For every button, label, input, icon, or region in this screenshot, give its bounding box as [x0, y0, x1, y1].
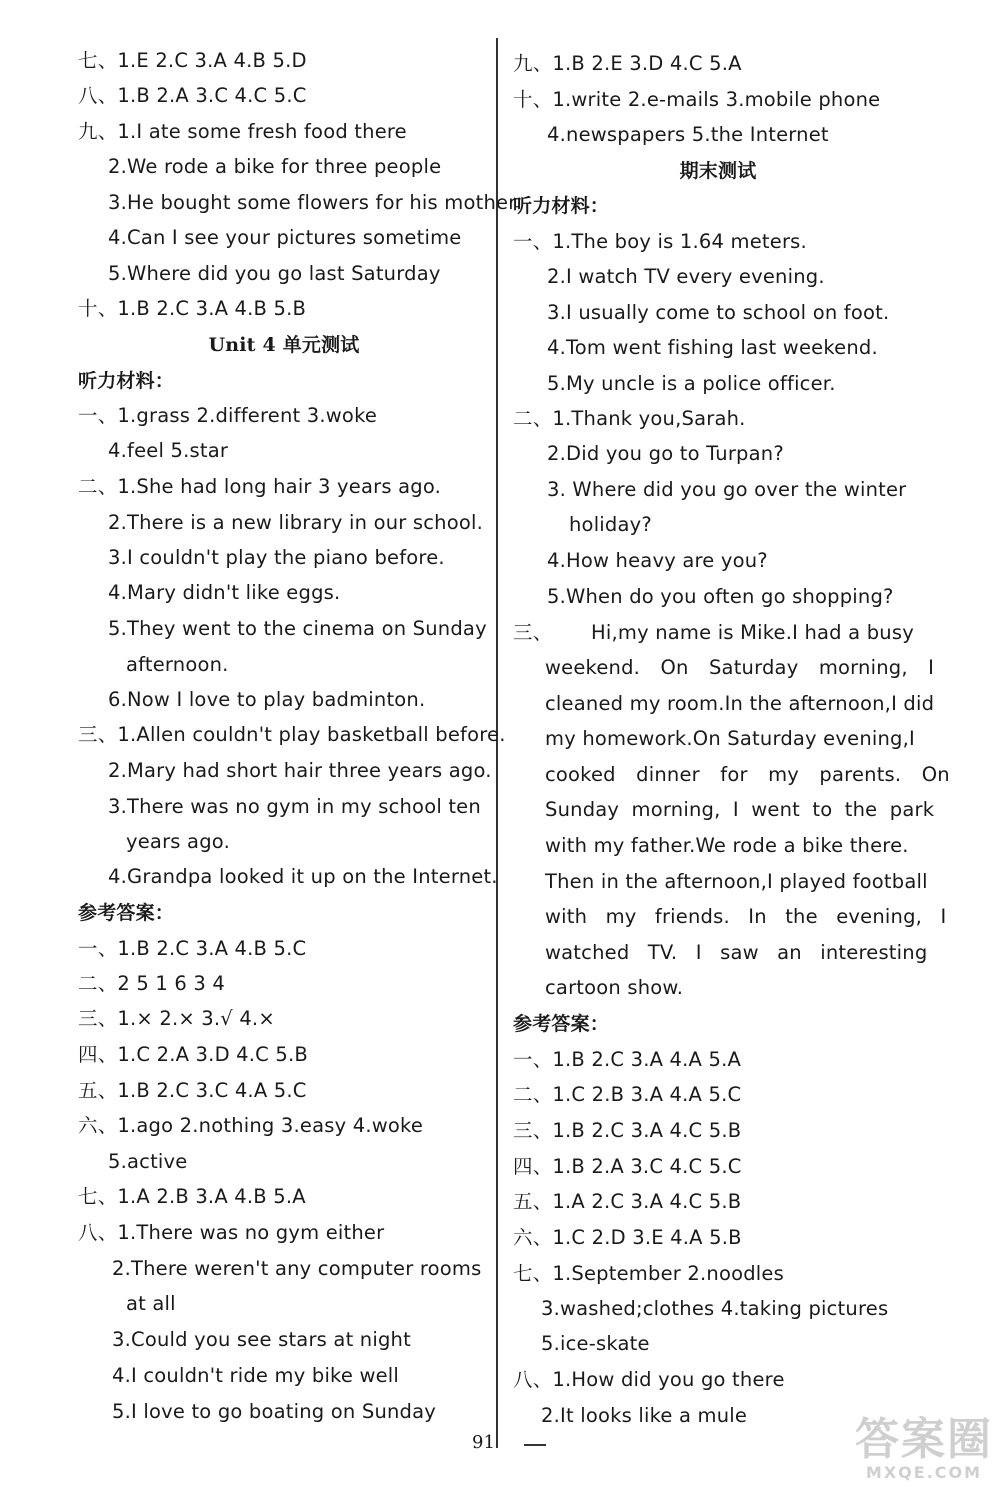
answer-line: 3.I usually come to school on foot.	[547, 301, 890, 324]
answer-line: 三、1.× 2.× 3.√ 4.×	[78, 1007, 275, 1030]
answer-line: 一、1.B 2.C 3.A 4.B 5.C	[78, 937, 307, 960]
passage-line: with my friends. In the evening, I	[545, 905, 947, 928]
answer-line: 3.There was no gym in my school ten	[108, 795, 481, 818]
answer-line: 5.My uncle is a police officer.	[547, 372, 836, 395]
answer-line: 4.I couldn't ride my bike well	[112, 1364, 400, 1387]
answer-line: 九、1.B 2.E 3.D 4.C 5.A	[513, 52, 742, 75]
answer-line: 七、1.A 2.B 3.A 4.B 5.A	[78, 1185, 306, 1208]
answer-line: 2.It looks like a mule	[541, 1404, 748, 1427]
answer-line: 五、1.A 2.C 3.A 4.C 5.B	[513, 1190, 742, 1213]
answer-line: 5.Where did you go last Saturday	[108, 262, 441, 285]
answer-line: 4.Tom went fishing last weekend.	[547, 336, 878, 359]
answer-line: 4.newspapers 5.the Internet	[547, 123, 829, 146]
watermark-logo	[854, 1414, 994, 1497]
answer-line: 四、1.B 2.A 3.C 4.C 5.C	[513, 1155, 742, 1178]
answer-line: 5.When do you often go shopping?	[547, 585, 894, 608]
answer-line: 一、1.B 2.C 3.A 4.A 5.A	[513, 1048, 742, 1071]
answer-line: 5.ice-skate	[541, 1332, 650, 1355]
passage-line: Sunday morning, I went to the park	[545, 798, 935, 821]
answer-line: 四、1.C 2.A 3.D 4.C 5.B	[78, 1043, 308, 1066]
section-label: 听力材料：	[513, 195, 610, 217]
answer-line: 3.I couldn't play the piano before.	[108, 546, 445, 569]
answer-line: 2.Did you go to Turpan?	[547, 442, 784, 465]
answer-line: 八、1.There was no gym either	[78, 1221, 385, 1244]
watermark-site: MXQE.COM	[865, 1463, 983, 1482]
answer-line: 4.Can I see your pictures sometime	[108, 226, 462, 249]
answer-line: 六、1.C 2.D 3.E 4.A 5.B	[513, 1226, 742, 1249]
answer-line: 一、1.The boy is 1.64 meters.	[513, 230, 807, 253]
passage-line: weekend. On Saturday morning, I	[545, 656, 935, 679]
answer-line: 五、1.B 2.C 3.C 4.A 5.C	[78, 1079, 307, 1102]
watermark-logo-text: 答案圈	[855, 1414, 993, 1465]
passage-line: Then in the afternoon,I played football	[545, 870, 928, 893]
section-label: 参考答案：	[513, 1013, 610, 1035]
section-label: 听力材料：	[78, 370, 175, 392]
answer-line: 2.There is a new library in our school.	[108, 511, 484, 534]
answer-line: 六、1.ago 2.nothing 3.easy 4.woke	[78, 1114, 424, 1137]
answer-line: 4.Grandpa looked it up on the Internet.	[108, 865, 498, 888]
passage-line: Hi,my name is Mike.I had a busy	[591, 621, 914, 644]
answer-line: 一、1.grass 2.different 3.woke	[78, 404, 378, 427]
passage-number: 三、	[513, 621, 553, 644]
passage-line: cooked dinner for my parents. On	[545, 763, 950, 786]
answer-line: 七、1.September 2.noodles	[513, 1262, 784, 1285]
answer-line: 3.He bought some flowers for his mother	[108, 191, 517, 214]
answer-line: 2.We rode a bike for three people	[108, 155, 442, 178]
answer-line: 2.There weren't any computer rooms	[112, 1257, 482, 1280]
page-number-dash	[524, 1444, 546, 1446]
answer-line: 4.feel 5.star	[108, 439, 229, 462]
section-label: 参考答案：	[78, 902, 175, 924]
passage-line: cleaned my room.In the afternoon,I did	[545, 692, 935, 715]
section-heading: 期末测试	[679, 160, 757, 182]
page-number: 91	[472, 1432, 495, 1453]
section-heading: Unit 4 单元测试	[208, 334, 360, 356]
answer-line: 3.washed;clothes 4.taking pictures	[541, 1297, 889, 1320]
answer-line: 十、1.B 2.C 3.A 4.B 5.B	[78, 297, 307, 320]
answer-line: 三、1.Allen couldn't play basketball before.	[78, 723, 506, 746]
answer-line: 6.Now I love to play badminton.	[108, 688, 426, 711]
answer-line: 5.I love to go boating on Sunday	[112, 1400, 437, 1423]
answer-line: at all	[126, 1292, 176, 1315]
answer-line: 二、1.She had long hair 3 years ago.	[78, 475, 442, 498]
answer-line: afternoon.	[126, 653, 229, 676]
answer-line: 二、2 5 1 6 3 4	[78, 972, 226, 995]
answer-line: 十、1.write 2.e-mails 3.mobile phone	[513, 88, 881, 111]
answer-line: 二、1.C 2.B 3.A 4.A 5.C	[513, 1083, 742, 1106]
answer-line: 5.They went to the cinema on Sunday	[108, 617, 487, 640]
answer-line: 3.Could you see stars at night	[112, 1328, 411, 1351]
answer-line: years ago.	[126, 830, 230, 853]
answer-line: 5.active	[108, 1150, 188, 1173]
answer-line: 九、1.I ate some fresh food there	[78, 120, 407, 143]
answer-line: 七、1.E 2.C 3.A 4.B 5.D	[78, 49, 307, 72]
answer-line: 三、1.B 2.C 3.A 4.C 5.B	[513, 1119, 742, 1142]
passage-line: cartoon show.	[545, 976, 684, 999]
answer-line: holiday?	[569, 513, 652, 536]
answer-line: 2.Mary had short hair three years ago.	[108, 759, 492, 782]
answer-line: 4.How heavy are you?	[547, 549, 768, 572]
answer-line: 八、1.B 2.A 3.C 4.C 5.C	[78, 84, 307, 107]
answer-line: 4.Mary didn't like eggs.	[108, 581, 341, 604]
passage-line: with my father.We rode a bike there.	[545, 834, 909, 857]
answer-line: 2.I watch TV every evening.	[547, 265, 825, 288]
passage-line: watched TV. I saw an interesting	[545, 941, 928, 964]
passage-line: my homework.On Saturday evening,I	[545, 727, 915, 750]
answer-line: 八、1.How did you go there	[513, 1368, 785, 1391]
answer-line: 二、1.Thank you,Sarah.	[513, 407, 746, 430]
answer-line: 3. Where did you go over the winter	[547, 478, 907, 501]
